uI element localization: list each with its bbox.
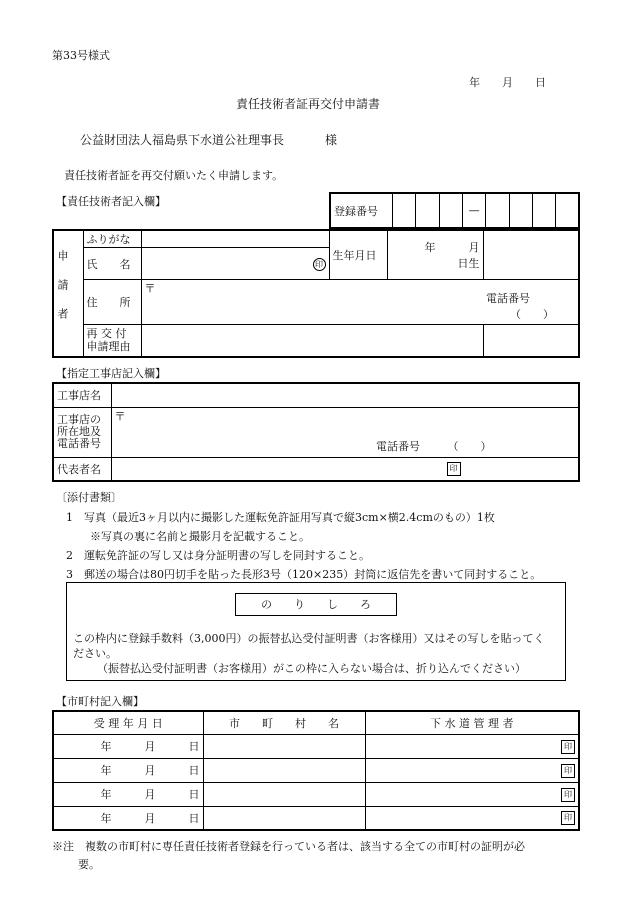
name-field[interactable] (141, 248, 329, 280)
reg-digit-3[interactable] (439, 193, 462, 228)
reason-label-line-2: 申請理由 (86, 340, 131, 354)
shop-address-label-1: 工事店の (57, 413, 101, 426)
attachment-item-1: 1 写真（最近3ヶ月以内に撮影した運転免許証用写真で縦3cm×横2.4cmのもの）1枚 (66, 511, 495, 524)
tech-section-heading: 【責任技術者記入欄】 (56, 195, 166, 208)
paste-text-1: この枠内に登録手数料（3,000円）の振替払込受付証明書（お客様用）又はその写しを貼ってく (73, 632, 545, 645)
table-row-muni[interactable] (203, 734, 365, 758)
date-line: 年 月 日 (469, 76, 546, 89)
muni-section-heading: 【市町村記入欄】 (56, 695, 144, 708)
shop-phone-label: 電話番号 (376, 439, 420, 453)
paste-label: の り し ろ (235, 593, 397, 616)
reason-label-line-1: 再 交 付 (86, 327, 127, 341)
table-row-muni[interactable] (203, 758, 365, 782)
muni-table (52, 710, 580, 831)
dob-label: 生年月日 (329, 230, 387, 280)
shop-name-label: 工事店名 (53, 383, 111, 407)
shop-address-label-2: 所在地及 (57, 425, 101, 438)
note-line-1: ※注 複数の市町村に専任責任技術者登録を行っている者は、該当する全ての市町村の証明が必 (52, 840, 525, 853)
phone-paren: （ ） (510, 308, 554, 321)
registration-label: 登録番号 (330, 193, 393, 228)
shop-phone-paren: （ ） (447, 439, 492, 453)
applicant-table (52, 229, 580, 358)
table-row-date[interactable]: 年 月 日 (53, 734, 203, 758)
attachments-heading: 〔添付書類〕 (56, 491, 122, 504)
dob-value[interactable]: 年 月 日生 (387, 230, 483, 280)
shop-phone-cell (376, 407, 579, 457)
paste-text-2: ださい。 (73, 647, 117, 660)
table-row-date[interactable]: 年 月 日 (53, 806, 203, 830)
muni-seal-icon: 印 (561, 811, 575, 825)
addressee: 公益財団法人福島県下水道公社理事長 (80, 133, 285, 147)
rep-field[interactable] (111, 457, 579, 481)
col-manager-header: 下 水 道 管 理 者 (365, 711, 579, 734)
address-label: 住 所 (83, 280, 141, 325)
reason-field[interactable] (141, 325, 483, 357)
form-title: 責任技術者証再交付申請書 (236, 97, 381, 111)
reg-digit-1[interactable] (393, 193, 416, 228)
address-field[interactable] (141, 280, 483, 325)
name-label: 氏 名 (83, 248, 141, 280)
table-row-muni[interactable] (203, 806, 365, 830)
applicant-label: 申請者 (56, 249, 69, 337)
shop-postal-mark: 〒 (114, 409, 126, 423)
seal-icon: 印 (313, 258, 326, 271)
attachment-item-3: 3 郵送の場合は80円切手を貼った長形3号（120×235）封筒に返信先を書いて同封すること。 (66, 568, 542, 581)
applicant-label-cell (53, 230, 83, 357)
table-row-manager[interactable] (365, 734, 579, 758)
paste-box (66, 582, 566, 681)
table-row-manager[interactable] (365, 758, 579, 782)
furigana-label: ふりがな (83, 230, 141, 248)
rep-seal-icon: 印 (447, 462, 461, 476)
rep-label: 代表者名 (53, 457, 111, 481)
reg-dash: — (462, 193, 485, 228)
muni-seal-icon: 印 (561, 788, 575, 802)
shop-address-field[interactable] (111, 407, 419, 457)
honorific: 様 (325, 133, 338, 147)
reg-digit-5[interactable] (509, 193, 532, 228)
registration-number-table (329, 192, 580, 229)
muni-seal-icon: 印 (561, 740, 575, 754)
form-number: 第33号様式 (52, 49, 110, 62)
reg-digit-7[interactable] (556, 193, 579, 228)
reg-digit-6[interactable] (532, 193, 555, 228)
table-row-date[interactable]: 年 月 日 (53, 782, 203, 806)
phone-label: 電話番号 (486, 292, 530, 305)
table-row-muni[interactable] (203, 782, 365, 806)
postal-mark: 〒 (144, 282, 156, 295)
shop-table (52, 382, 580, 482)
reason-label (83, 325, 141, 357)
request-text: 責任技術者証を再交付願いたく申請します。 (64, 169, 284, 182)
attachment-item-1-note: ※写真の裏に名前と撮影月を記載すること。 (90, 530, 310, 543)
paste-text-3: （振替払込受付証明書（お客様用）がこの枠に入らない場合は、折り込んでください） (97, 662, 526, 675)
attachment-item-2: 2 運転免許証の写し又は身分証明書の写しを同封すること。 (66, 549, 370, 562)
shop-address-label (53, 407, 111, 457)
shop-section-heading: 【指定工事店記入欄】 (56, 367, 166, 380)
muni-seal-icon: 印 (561, 764, 575, 778)
shop-address-label-3: 電話番号 (57, 437, 101, 450)
note-line-2: 要。 (78, 858, 100, 871)
col-muni-header: 市 町 村 名 (203, 711, 365, 734)
table-row-manager[interactable] (365, 782, 579, 806)
furigana-field[interactable] (141, 230, 329, 248)
reg-digit-4[interactable] (486, 193, 509, 228)
table-row-manager[interactable] (365, 806, 579, 830)
table-row-date[interactable]: 年 月 日 (53, 758, 203, 782)
reg-digit-2[interactable] (416, 193, 439, 228)
shop-name-field[interactable] (111, 383, 579, 407)
address-phone-cell (483, 280, 579, 325)
col-date-header: 受 理 年 月 日 (53, 711, 203, 734)
